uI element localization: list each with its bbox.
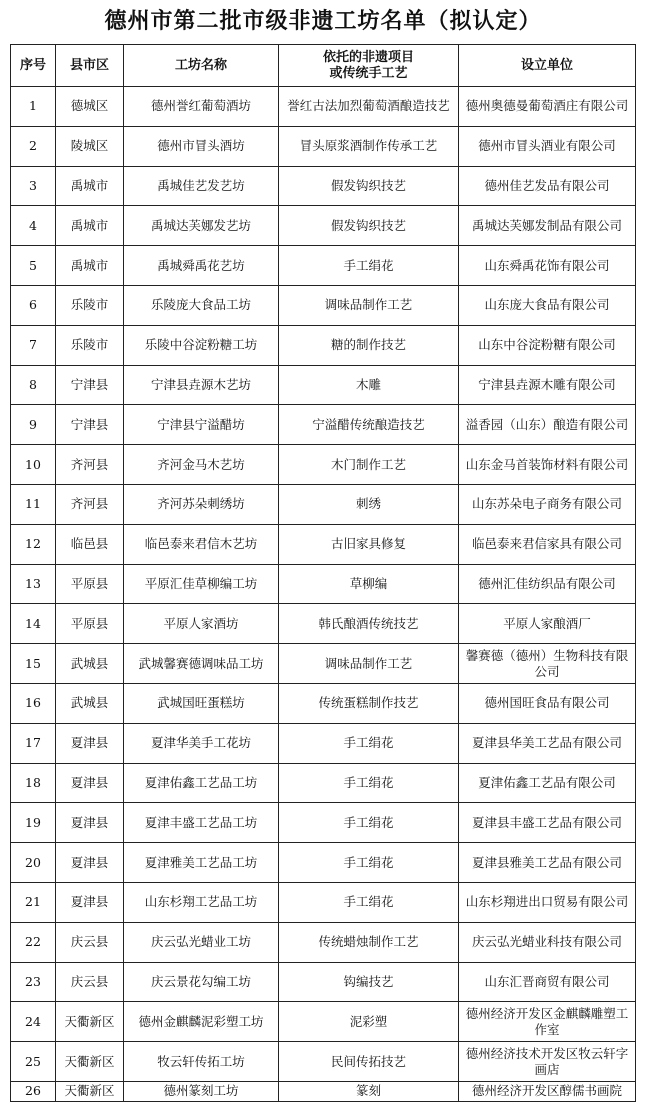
cell-unit: 夏津佑鑫工艺品有限公司 (459, 763, 636, 803)
cell-unit: 德州经济开发区金麒麟雕塑工作室 (459, 1002, 636, 1042)
cell-project: 手工绢花 (279, 803, 459, 843)
cell-county: 平原县 (56, 564, 124, 604)
cell-county: 陵城区 (56, 126, 124, 166)
cell-no: 1 (11, 87, 56, 127)
cell-county: 禹城市 (56, 166, 124, 206)
cell-workshop-name: 平原人家酒坊 (124, 604, 279, 644)
table-body (11, 87, 636, 1102)
cell-workshop-name: 禹城舜禹花艺坊 (124, 246, 279, 286)
table-header-row (11, 45, 636, 87)
cell-county: 夏津县 (56, 843, 124, 883)
table-row (11, 524, 636, 564)
table-row (11, 246, 636, 286)
table-row (11, 803, 636, 843)
cell-project: 调味品制作工艺 (279, 644, 459, 684)
cell-project: 传统蜡烛制作工艺 (279, 922, 459, 962)
table-row (11, 1081, 636, 1101)
cell-county: 庆云县 (56, 962, 124, 1002)
cell-unit: 庆云弘光蜡业科技有限公司 (459, 922, 636, 962)
cell-workshop-name: 夏津佑鑫工艺品工坊 (124, 763, 279, 803)
cell-project: 手工绢花 (279, 763, 459, 803)
cell-project: 假发钩织技艺 (279, 206, 459, 246)
cell-county: 武城县 (56, 644, 124, 684)
table-row (11, 763, 636, 803)
cell-no: 3 (11, 166, 56, 206)
cell-unit: 山东汇晋商贸有限公司 (459, 962, 636, 1002)
cell-no: 5 (11, 246, 56, 286)
cell-workshop-name: 宁津县垚源木艺坊 (124, 365, 279, 405)
cell-unit: 德州佳艺发品有限公司 (459, 166, 636, 206)
cell-no: 4 (11, 206, 56, 246)
cell-no: 6 (11, 285, 56, 325)
cell-county: 天衢新区 (56, 1081, 124, 1101)
cell-county: 夏津县 (56, 763, 124, 803)
cell-workshop-name: 牧云轩传拓工坊 (124, 1042, 279, 1082)
cell-no: 24 (11, 1002, 56, 1042)
cell-project: 钩编技艺 (279, 962, 459, 1002)
cell-workshop-name: 德州市冒头酒坊 (124, 126, 279, 166)
table-row (11, 604, 636, 644)
table-row (11, 1002, 636, 1042)
cell-project: 古旧家具修复 (279, 524, 459, 564)
cell-no: 25 (11, 1042, 56, 1082)
table-row (11, 644, 636, 684)
cell-no: 7 (11, 325, 56, 365)
page-title: 德州市第二批市级非遗工坊名单（拟认定） (104, 8, 542, 34)
table-row (11, 723, 636, 763)
cell-workshop-name: 山东杉翔工艺品工坊 (124, 882, 279, 922)
cell-unit: 德州市冒头酒业有限公司 (459, 126, 636, 166)
cell-workshop-name: 平原汇佳草柳编工坊 (124, 564, 279, 604)
cell-county: 齐河县 (56, 484, 124, 524)
cell-no: 14 (11, 604, 56, 644)
table-row (11, 843, 636, 883)
cell-county: 乐陵市 (56, 325, 124, 365)
cell-county: 庆云县 (56, 922, 124, 962)
cell-no: 26 (11, 1081, 56, 1101)
cell-workshop-name: 临邑泰来君信木艺坊 (124, 524, 279, 564)
cell-unit: 山东中谷淀粉糖有限公司 (459, 325, 636, 365)
cell-unit: 山东舜禹花饰有限公司 (459, 246, 636, 286)
cell-unit: 夏津县华美工艺品有限公司 (459, 723, 636, 763)
cell-project: 手工绢花 (279, 882, 459, 922)
cell-project: 调味品制作工艺 (279, 285, 459, 325)
table-row (11, 405, 636, 445)
cell-workshop-name: 禹城达芙娜发艺坊 (124, 206, 279, 246)
cell-workshop-name: 武城馨赛德调味品工坊 (124, 644, 279, 684)
cell-county: 夏津县 (56, 882, 124, 922)
cell-unit: 夏津县丰盛工艺品有限公司 (459, 803, 636, 843)
workshop-table (10, 44, 636, 1102)
cell-project: 手工绢花 (279, 246, 459, 286)
cell-workshop-name: 夏津丰盛工艺品工坊 (124, 803, 279, 843)
cell-project: 手工绢花 (279, 723, 459, 763)
cell-workshop-name: 齐河金马木艺坊 (124, 445, 279, 485)
cell-no: 23 (11, 962, 56, 1002)
cell-project: 传统蛋糕制作技艺 (279, 683, 459, 723)
cell-project: 篆刻 (279, 1081, 459, 1101)
cell-county: 乐陵市 (56, 285, 124, 325)
cell-workshop-name: 夏津雅美工艺品工坊 (124, 843, 279, 883)
cell-workshop-name: 乐陵中谷淀粉糖工坊 (124, 325, 279, 365)
table-row (11, 206, 636, 246)
header-project-line2: 或传统手工艺 (329, 65, 408, 81)
table-row (11, 962, 636, 1002)
cell-county: 平原县 (56, 604, 124, 644)
cell-workshop-name: 夏津华美手工花坊 (124, 723, 279, 763)
table-row (11, 285, 636, 325)
cell-project: 糖的制作技艺 (279, 325, 459, 365)
cell-no: 21 (11, 882, 56, 922)
cell-unit: 临邑泰来君信家具有限公司 (459, 524, 636, 564)
cell-workshop-name: 庆云弘光蜡业工坊 (124, 922, 279, 962)
cell-county: 宁津县 (56, 365, 124, 405)
cell-county: 天衢新区 (56, 1002, 124, 1042)
cell-no: 20 (11, 843, 56, 883)
cell-project: 手工绢花 (279, 843, 459, 883)
cell-workshop-name: 德州金麒麟泥彩塑工坊 (124, 1002, 279, 1042)
cell-no: 8 (11, 365, 56, 405)
cell-no: 9 (11, 405, 56, 445)
cell-project: 刺绣 (279, 484, 459, 524)
cell-project: 泥彩塑 (279, 1002, 459, 1042)
cell-unit: 山东金马首装饰材料有限公司 (459, 445, 636, 485)
table-row (11, 325, 636, 365)
header-unit: 设立单位 (459, 45, 636, 87)
table-row (11, 1042, 636, 1082)
cell-no: 17 (11, 723, 56, 763)
table-row (11, 882, 636, 922)
cell-unit: 夏津县雅美工艺品有限公司 (459, 843, 636, 883)
cell-unit: 德州汇佳纺织品有限公司 (459, 564, 636, 604)
header-project (279, 45, 459, 87)
cell-project: 宁溢醋传统酿造技艺 (279, 405, 459, 445)
cell-county: 禹城市 (56, 206, 124, 246)
cell-county: 夏津县 (56, 803, 124, 843)
cell-workshop-name: 禹城佳艺发艺坊 (124, 166, 279, 206)
cell-workshop-name: 德州誉红葡萄酒坊 (124, 87, 279, 127)
cell-county: 德城区 (56, 87, 124, 127)
cell-county: 齐河县 (56, 445, 124, 485)
cell-project: 木雕 (279, 365, 459, 405)
cell-no: 12 (11, 524, 56, 564)
cell-unit: 平原人家酿酒厂 (459, 604, 636, 644)
cell-county: 天衢新区 (56, 1042, 124, 1082)
table-row (11, 922, 636, 962)
table-row (11, 365, 636, 405)
cell-no: 19 (11, 803, 56, 843)
cell-county: 禹城市 (56, 246, 124, 286)
cell-project: 假发钩织技艺 (279, 166, 459, 206)
header-name: 工坊名称 (124, 45, 279, 87)
cell-unit: 山东庞大食品有限公司 (459, 285, 636, 325)
cell-unit: 德州经济开发区醇儒书画院 (459, 1081, 636, 1101)
cell-unit: 德州经济技术开发区牧云轩字画店 (459, 1042, 636, 1082)
table-row (11, 683, 636, 723)
cell-workshop-name: 宁津县宁溢醋坊 (124, 405, 279, 445)
header-project-line1: 依托的非遗项目 (322, 49, 414, 65)
cell-county: 临邑县 (56, 524, 124, 564)
table-row (11, 87, 636, 127)
cell-workshop-name: 德州篆刻工坊 (124, 1081, 279, 1101)
cell-project: 冒头原浆酒制作传承工艺 (279, 126, 459, 166)
cell-unit: 溢香园（山东）酿造有限公司 (459, 405, 636, 445)
cell-unit: 山东杉翔进出口贸易有限公司 (459, 882, 636, 922)
cell-workshop-name: 乐陵庞大食品工坊 (124, 285, 279, 325)
cell-project: 草柳编 (279, 564, 459, 604)
cell-project: 民间传拓技艺 (279, 1042, 459, 1082)
cell-no: 18 (11, 763, 56, 803)
cell-no: 22 (11, 922, 56, 962)
cell-unit: 馨赛德（德州）生物科技有限公司 (459, 644, 636, 684)
cell-unit: 德州国旺食品有限公司 (459, 683, 636, 723)
cell-no: 13 (11, 564, 56, 604)
cell-county: 武城县 (56, 683, 124, 723)
cell-unit: 宁津县垚源木雕有限公司 (459, 365, 636, 405)
table-row (11, 484, 636, 524)
table-row (11, 564, 636, 604)
header-no: 序号 (11, 45, 56, 87)
cell-unit: 德州奥德曼葡萄酒庄有限公司 (459, 87, 636, 127)
cell-no: 2 (11, 126, 56, 166)
cell-county: 宁津县 (56, 405, 124, 445)
header-county: 县市区 (56, 45, 124, 87)
cell-project: 誉红古法加烈葡萄酒酿造技艺 (279, 87, 459, 127)
table-row (11, 166, 636, 206)
cell-unit: 山东苏朵电子商务有限公司 (459, 484, 636, 524)
cell-no: 11 (11, 484, 56, 524)
table-row (11, 126, 636, 166)
cell-workshop-name: 武城国旺蛋糕坊 (124, 683, 279, 723)
cell-workshop-name: 庆云景花勾编工坊 (124, 962, 279, 1002)
table-row (11, 445, 636, 485)
cell-project: 木门制作工艺 (279, 445, 459, 485)
cell-no: 16 (11, 683, 56, 723)
cell-workshop-name: 齐河苏朵刺绣坊 (124, 484, 279, 524)
cell-county: 夏津县 (56, 723, 124, 763)
cell-no: 15 (11, 644, 56, 684)
cell-no: 10 (11, 445, 56, 485)
cell-project: 韩氏酿酒传统技艺 (279, 604, 459, 644)
cell-unit: 禹城达芙娜发制品有限公司 (459, 206, 636, 246)
